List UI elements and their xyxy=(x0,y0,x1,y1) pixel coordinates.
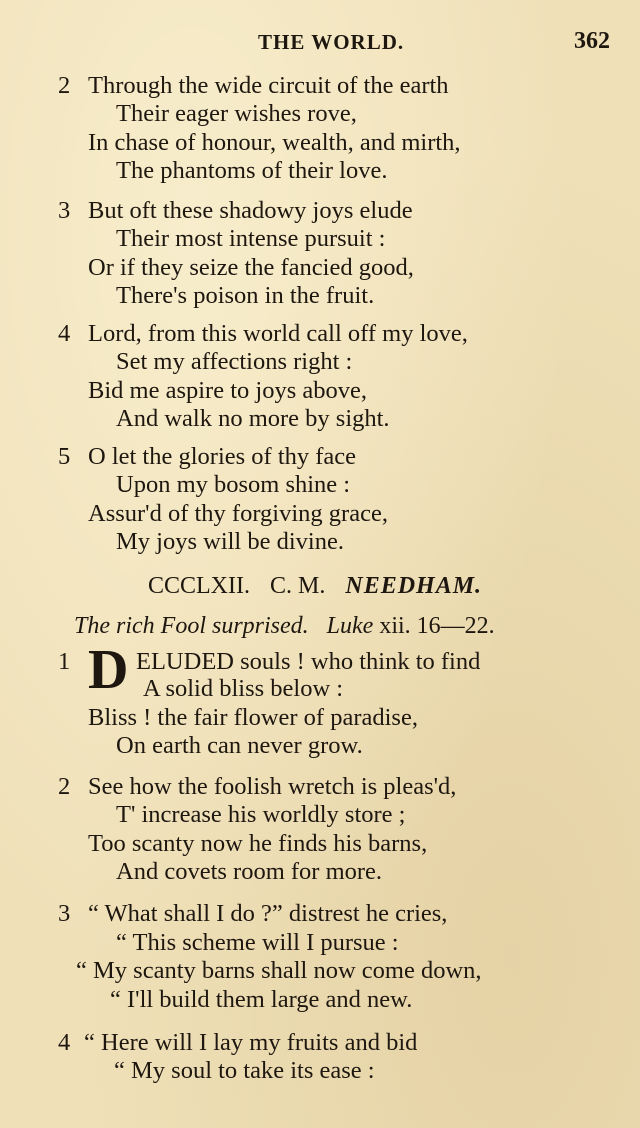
verse-line: Assur'd of thy forgiving grace, xyxy=(88,500,388,527)
verse-line: My joys will be divine. xyxy=(116,528,344,555)
stanza-number: 3 xyxy=(58,197,71,224)
stanza-number: 2 xyxy=(58,773,71,800)
verse-line: ELUDED souls ! who think to find xyxy=(136,648,481,675)
verse-line: Or if they seize the fancied good, xyxy=(88,254,414,281)
verse-line: In chase of honour, wealth, and mirth, xyxy=(88,129,461,156)
verse-line: And walk no more by sight. xyxy=(116,405,390,432)
verse-line: Bliss ! the fair flower of paradise, xyxy=(88,704,418,731)
stanza-number: 1 xyxy=(58,648,71,675)
verse-line: Through the wide circuit of the earth xyxy=(88,72,449,99)
verse-line: “ I'll build them large and new. xyxy=(110,986,413,1013)
scripture-reference: xii. 16—22. xyxy=(379,613,495,639)
verse-line: And covets room for more. xyxy=(116,858,383,885)
hymn-subtitle xyxy=(74,613,495,640)
verse-line: On earth can never grow. xyxy=(116,732,363,759)
verse-line: But oft these shadowy joys elude xyxy=(88,197,413,224)
verse-line: The phantoms of their love. xyxy=(116,157,388,184)
verse-line: Their most intense pursuit : xyxy=(116,225,386,252)
verse-line: Their eager wishes rove, xyxy=(116,100,357,127)
page-number: 362 xyxy=(574,28,610,54)
stanza-number: 5 xyxy=(58,443,71,470)
verse-line: “ My soul to take its ease : xyxy=(114,1057,375,1084)
hymn-tune: NEEDHAM. xyxy=(345,573,483,599)
verse-line: There's poison in the fruit. xyxy=(116,282,375,309)
page-header xyxy=(0,28,640,58)
verse-line: See how the foolish wretch is pleas'd, xyxy=(88,773,457,800)
verse-line: T' increase his worldly store ; xyxy=(116,801,406,828)
hymn-meter: C. M. xyxy=(270,573,326,599)
stanza-number: 4 xyxy=(58,1029,71,1056)
verse-line: “ Here will I lay my fruits and bid xyxy=(84,1029,418,1056)
hymn-number: CCCLXII. xyxy=(148,573,250,599)
verse-line: Lord, from this world call off my love, xyxy=(88,320,468,347)
verse-line: “ What shall I do ?” distrest he cries, xyxy=(88,900,448,927)
hymn-subtitle-text: The rich Fool surprised. xyxy=(74,613,309,639)
verse-line: Upon my bosom shine : xyxy=(116,471,351,498)
verse-line: A solid bliss below : xyxy=(143,675,344,702)
stanza-number: 2 xyxy=(58,72,71,99)
hymn-heading xyxy=(148,573,496,600)
verse-line: Bid me aspire to joys above, xyxy=(88,377,367,404)
verse-line: “ My scanty barns shall now come down, xyxy=(76,957,482,984)
verse-line: Set my affections right : xyxy=(116,348,353,375)
drop-cap: D xyxy=(88,639,129,701)
stanza-number: 3 xyxy=(58,900,71,927)
stanza-number: 4 xyxy=(58,320,71,347)
scripture-book: Luke xyxy=(326,613,374,639)
verse-line: “ This scheme will I pursue : xyxy=(116,929,399,956)
running-title: THE WORLD. xyxy=(258,30,405,54)
verse-line: Too scanty now he finds his barns, xyxy=(88,830,428,857)
verse-line: O let the glories of thy face xyxy=(88,443,357,470)
